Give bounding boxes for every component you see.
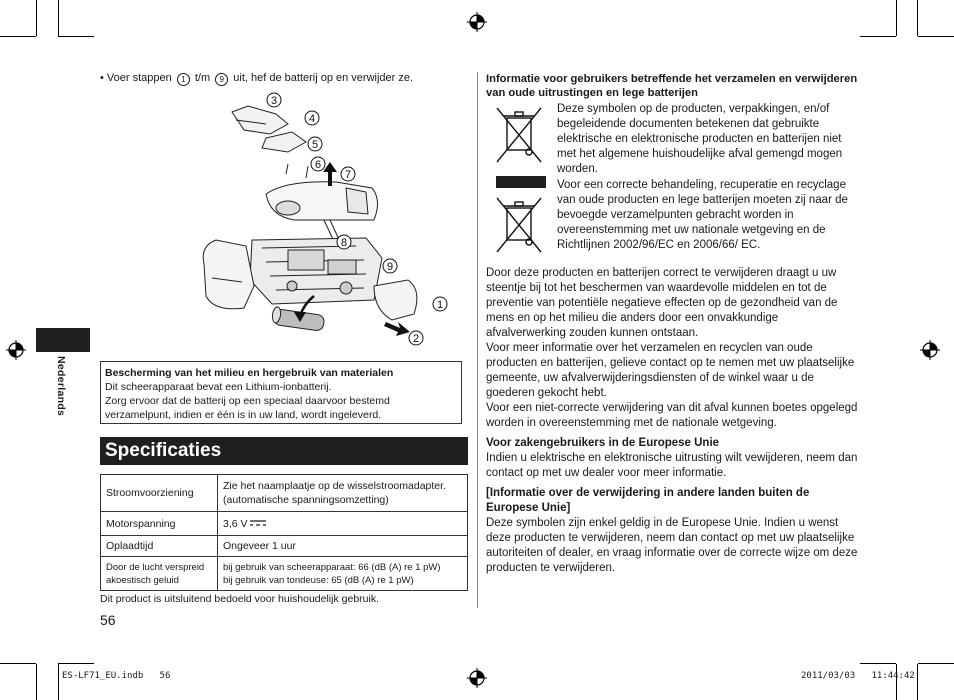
step-end-marker: 9 bbox=[215, 73, 228, 86]
disposal-title: Informatie voor gebruikers betreffende het verzamelen en verwijderen van oude uitrustingen en lege batterijen bbox=[486, 73, 858, 99]
callout-8: 8 bbox=[340, 237, 348, 249]
registration-mark-top-icon bbox=[467, 12, 487, 32]
disposal-paragraph-3: Voor een niet-correcte verwijdering van dit afval kunnen boetes opgelegd worden in overeenstemming met de nationale wetgeving. bbox=[486, 402, 858, 429]
outside-eu-text: Deze symbolen zijn enkel geldig in de Europese Unie. Indien u wenst deze producten te verwijderen, neem dan contact op met uw plaatselijke autoriteiten of dealer, en vraag informatie over de correcte wijze om deze producten te verwijderen. bbox=[486, 517, 858, 574]
separate-collection-bar bbox=[496, 176, 546, 188]
instruction-prefix: • Voer stappen bbox=[100, 72, 172, 84]
instruction-mid: t/m bbox=[194, 72, 211, 84]
spec-value: Ongeveer 1 uur bbox=[218, 536, 468, 557]
registration-mark-right-icon bbox=[920, 340, 940, 360]
callout-1: 1 bbox=[436, 299, 444, 311]
callout-3: 3 bbox=[270, 95, 278, 107]
table-row bbox=[101, 557, 468, 591]
outside-eu-title: [Informatie over de verwijdering in andere landen buiten de Europese Unie] bbox=[486, 487, 810, 514]
spec-value-shaver: bij gebruik van scheerapparaat: 66 (dB (A) re 1 pW) bbox=[223, 561, 441, 573]
environment-notice-box bbox=[100, 361, 462, 424]
dc-symbol-icon bbox=[250, 519, 266, 527]
footer-datetime: 2011/03/03 11:44:42 bbox=[801, 671, 915, 681]
spec-label: Stroomvoorziening bbox=[101, 475, 218, 512]
instruction-suffix: uit, hef de batterij op en verwijder ze. bbox=[233, 72, 414, 84]
environment-line-2: Zorg ervoor dat de batterij op een speciaal daarvoor bestemd verzamelpunt, indien er één is in uw land, wordt ingeleverd. bbox=[105, 395, 390, 421]
treatment-explanation: Voor een correcte behandeling, recuperatie en recyclage van oude producten en lege batterijen moeten zij naar de bevoegde verzamelpunten gebracht worden in overeenstemming met uw nationale wetgeving en de Richtlijnen 2002/96/EC en 2006/66/ EC. bbox=[557, 179, 848, 251]
spec-value-trimmer: bij gebruik van tondeuse: 65 (dB (A) re 1 pW) bbox=[223, 574, 414, 586]
specifications-heading: Specificaties bbox=[100, 437, 468, 465]
disposal-paragraph-1: Door deze producten en batterijen correct te verwijderen draagt u uw steentje bij tot het beschermen van waardevolle middelen en tot de preventie van potentiële negatieve effecten op de gezondheid van de mens en op het milieu die anders door een onvakkundige afvalverwerking zouden kunnen ontstaan. bbox=[486, 267, 838, 339]
crossed-bin-icon bbox=[495, 104, 543, 166]
callout-2: 2 bbox=[412, 333, 420, 345]
crossed-bin-battery-icon bbox=[495, 194, 543, 256]
environment-line-1: Dit scheerapparaat bevat een Lithium-ionbatterij. bbox=[105, 381, 332, 393]
footer-file-info: ES-LF71_EU.indb 56 bbox=[62, 671, 171, 681]
disassembly-instruction bbox=[100, 72, 413, 86]
business-users-title: Voor zakengebruikers in de Europese Unie bbox=[486, 437, 720, 449]
callout-7: 7 bbox=[344, 169, 352, 181]
language-label: Nederlands bbox=[55, 356, 67, 417]
registration-mark-left-icon bbox=[6, 340, 26, 360]
spec-value: 3,6 V bbox=[223, 517, 248, 530]
spec-value: Zie het naamplaatje op de wisselstroomadapter. (automatische spanningsomzetting) bbox=[218, 475, 468, 512]
household-use-note: Dit product is uitsluitend bedoeld voor huishoudelijk gebruik. bbox=[100, 593, 379, 605]
table-row bbox=[101, 512, 468, 536]
step-start-marker: 1 bbox=[177, 73, 190, 86]
language-tab bbox=[36, 328, 90, 352]
column-divider bbox=[477, 72, 478, 608]
callout-4: 4 bbox=[308, 113, 316, 125]
spec-label: Door de lucht verspreid akoestisch geluid bbox=[101, 557, 218, 591]
disposal-body bbox=[486, 266, 858, 576]
environment-title: Bescherming van het milieu en hergebruik van materialen bbox=[105, 367, 394, 379]
spec-value-cell bbox=[218, 512, 468, 536]
disassembly-illustration bbox=[196, 90, 444, 346]
business-users-text: Indien u elektrische en elektronische uitrusting wilt vewijderen, neem dan contact op met uw dealer voor meer informatie. bbox=[486, 452, 858, 479]
table-row bbox=[101, 536, 468, 557]
symbols-explanation: Deze symbolen op de producten, verpakkingen, en/of begeleidende documenten betekenen dat gebruikte elektrische en elektronische producten en batterijen niet met het algemene huishoudelijke afval gemengd mogen worden. bbox=[557, 103, 843, 175]
specifications-table bbox=[100, 474, 468, 591]
disposal-paragraph-2: Voor meer informatie over het verzamelen en recyclen van oude producten en batterijen, gelieve contact op te nemen met uw plaatselijke gemeente, uw afvalverwijderingsdiensten of de winkel waar u de goederen gekocht hebt. bbox=[486, 342, 855, 399]
spec-value-cell bbox=[218, 557, 468, 591]
callout-6: 6 bbox=[314, 159, 322, 171]
spec-label: Motorspanning bbox=[101, 512, 218, 536]
table-row bbox=[101, 475, 468, 512]
callout-5: 5 bbox=[311, 139, 319, 151]
callout-9: 9 bbox=[386, 261, 394, 273]
page-number: 56 bbox=[100, 612, 116, 628]
spec-label: Oplaadtijd bbox=[101, 536, 218, 557]
registration-mark-bottom-icon bbox=[467, 668, 487, 688]
